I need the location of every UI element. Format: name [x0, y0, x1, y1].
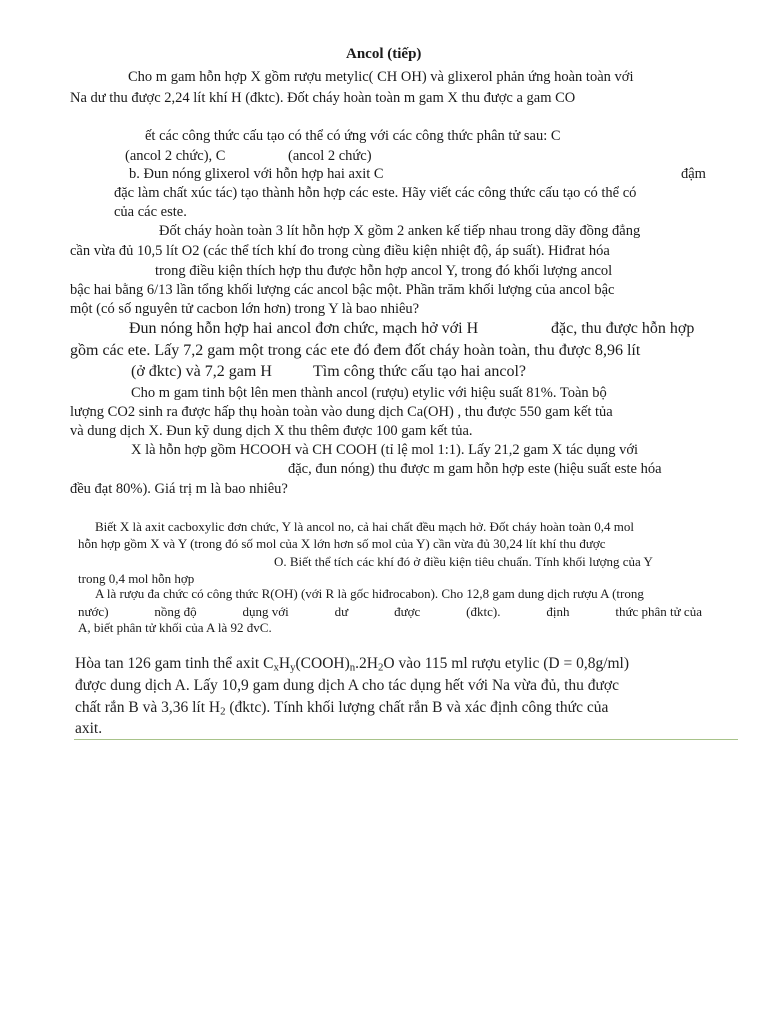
para8-line1: A là rượu đa chức có công thức R(OH) (với R là gốc hiđrocabon). Cho 12,8 gam dung dịch rượu A (trong [95, 586, 644, 601]
para3-line2: cần vừa đủ 10,5 lít O2 (các thể tích khí đo trong cùng điều kiện nhiệt độ, áp suất). Hiđrat hóa [70, 243, 610, 259]
para8-line2 [78, 604, 702, 620]
para3-line1: Đốt cháy hoàn toàn 3 lít hỗn hợp X gồm 2 anken kế tiếp nhau trong dãy đồng đẳng [159, 223, 641, 239]
para8-word: nước) [78, 604, 109, 619]
para4-line3b: Tìm công thức cấu tạo hai ancol? [313, 363, 527, 380]
para9-line4: axit. [75, 720, 103, 737]
para9-text: (đktc). Tính khối lượng chất rắn B và xác định công thức của [225, 699, 609, 716]
divider-line [74, 739, 738, 740]
para2-line1: ết các công thức cấu tạo có thể có ứng với các công thức phân tử sau: C [145, 128, 561, 144]
para6-line2: đặc, đun nóng) thu được m gam hỗn hợp este (hiệu suất este hóa [288, 461, 662, 477]
para2-line2b: (ancol 2 chức) [288, 148, 372, 164]
subscript-x: x [273, 661, 279, 674]
para9-text: (COOH) [295, 655, 350, 672]
para7-line1: Biết X là axit cacboxylic đơn chức, Y là ancol no, cả hai chất đều mạch hở. Đốt cháy hoàn toàn 0,4 mol [95, 519, 634, 534]
para9-text: .2H [355, 655, 378, 672]
para5-line3: và dung dịch X. Đun kỹ dung dịch X thu thêm được 100 gam kết tủa. [70, 423, 473, 439]
subscript-n: n [349, 661, 356, 674]
para1-line2: Na dư thu được 2,24 lít khí H (đktc). Đốt cháy hoàn toàn m gam X thu được a gam CO [70, 90, 576, 106]
para7-line3: O. Biết thể tích các khí đó ở điều kiện tiêu chuẩn. Tính khối lượng của Y [274, 554, 653, 569]
para9-line2: được dung dịch A. Lấy 10,9 gam dung dịch A cho tác dụng hết với Na vừa đủ, thu được [75, 677, 619, 694]
page-title: Ancol (tiếp) [346, 46, 422, 62]
para9-line1 [75, 656, 629, 672]
para8-word: được [394, 604, 421, 619]
subscript-2: 2 [378, 661, 384, 674]
para3-line3: trong điều kiện thích hợp thu được hỗn hợp ancol Y, trong đó khối lượng ancol [155, 263, 613, 279]
para9-text: Hòa tan 126 gam tinh thể axit C [75, 655, 274, 672]
para8-word: dụng với [242, 604, 289, 619]
subscript-2: 2 [220, 705, 226, 718]
para6-line1: X là hỗn hợp gồm HCOOH và CH COOH (tỉ lệ mol 1:1). Lấy 21,2 gam X tác dụng với [131, 442, 639, 458]
para8-word: dư [334, 604, 349, 619]
para2-line3b: đậm [681, 166, 706, 182]
para3-line5: một (có số nguyên tử cacbon lớn hơn) trong Y là bao nhiêu? [70, 301, 420, 317]
para4-line1a: Đun nóng hỗn hợp hai ancol đơn chức, mạch hở với H [129, 320, 479, 337]
para7-line2: hỗn hợp gồm X và Y (trong đó số mol của X lớn hơn số mol của Y) cần vừa đủ 30,24 lít khí thu được [78, 536, 606, 551]
para5-line2: lượng CO2 sinh ra được hấp thụ hoàn toàn vào dung dịch Ca(OH) , thu được 550 gam kết tủa [70, 404, 613, 420]
para2-line3a: b. Đun nóng glixerol với hỗn hợp hai axit C [129, 166, 384, 182]
para3-line4: bậc hai bằng 6/13 lần tổng khối lượng các ancol bậc một. Phần trăm khối lượng của ancol bậc [70, 282, 615, 298]
para9-line3 [75, 700, 608, 716]
para4-line1b: đặc, thu được hỗn hợp [551, 320, 695, 337]
para4-line2: gồm các ete. Lấy 7,2 gam một trong các ete đó đem đốt cháy hoàn toàn, thu được 8,96 lít [70, 342, 641, 359]
para5-line1: Cho m gam tinh bột lên men thành ancol (rượu) etylic với hiệu suất 81%. Toàn bộ [131, 385, 607, 401]
para9-text: O vào 115 ml rượu etylic (D = 0,8g/ml) [383, 655, 630, 672]
para8-word: (đktc). [466, 604, 501, 619]
para2-line2a: (ancol 2 chức), C [125, 148, 226, 164]
para8-line3: A, biết phân tử khối của A là 92 đvC. [78, 620, 272, 635]
para7-line4: trong 0,4 mol hỗn hợp [78, 571, 195, 586]
para9-text: H [278, 655, 291, 672]
para8-word: nồng độ [154, 604, 197, 619]
para8-word: định [546, 604, 570, 619]
subscript-y: y [290, 661, 296, 674]
para6-line3: đều đạt 80%). Giá trị m là bao nhiêu? [70, 481, 288, 497]
para8-word: thức phân tử của [615, 604, 702, 619]
para4-line3a: (ở đktc) và 7,2 gam H [131, 363, 272, 380]
para1-line1: Cho m gam hỗn hợp X gồm rượu metylic( CH OH) và glixerol phản ứng hoàn toàn với [128, 69, 634, 85]
para9-text: chất rắn B và 3,36 lít H [75, 699, 221, 716]
para2-line5: của các este. [114, 204, 187, 220]
para2-line4: đặc làm chất xúc tác) tạo thành hỗn hợp các este. Hãy viết các công thức cấu tạo có thể có [114, 185, 637, 201]
